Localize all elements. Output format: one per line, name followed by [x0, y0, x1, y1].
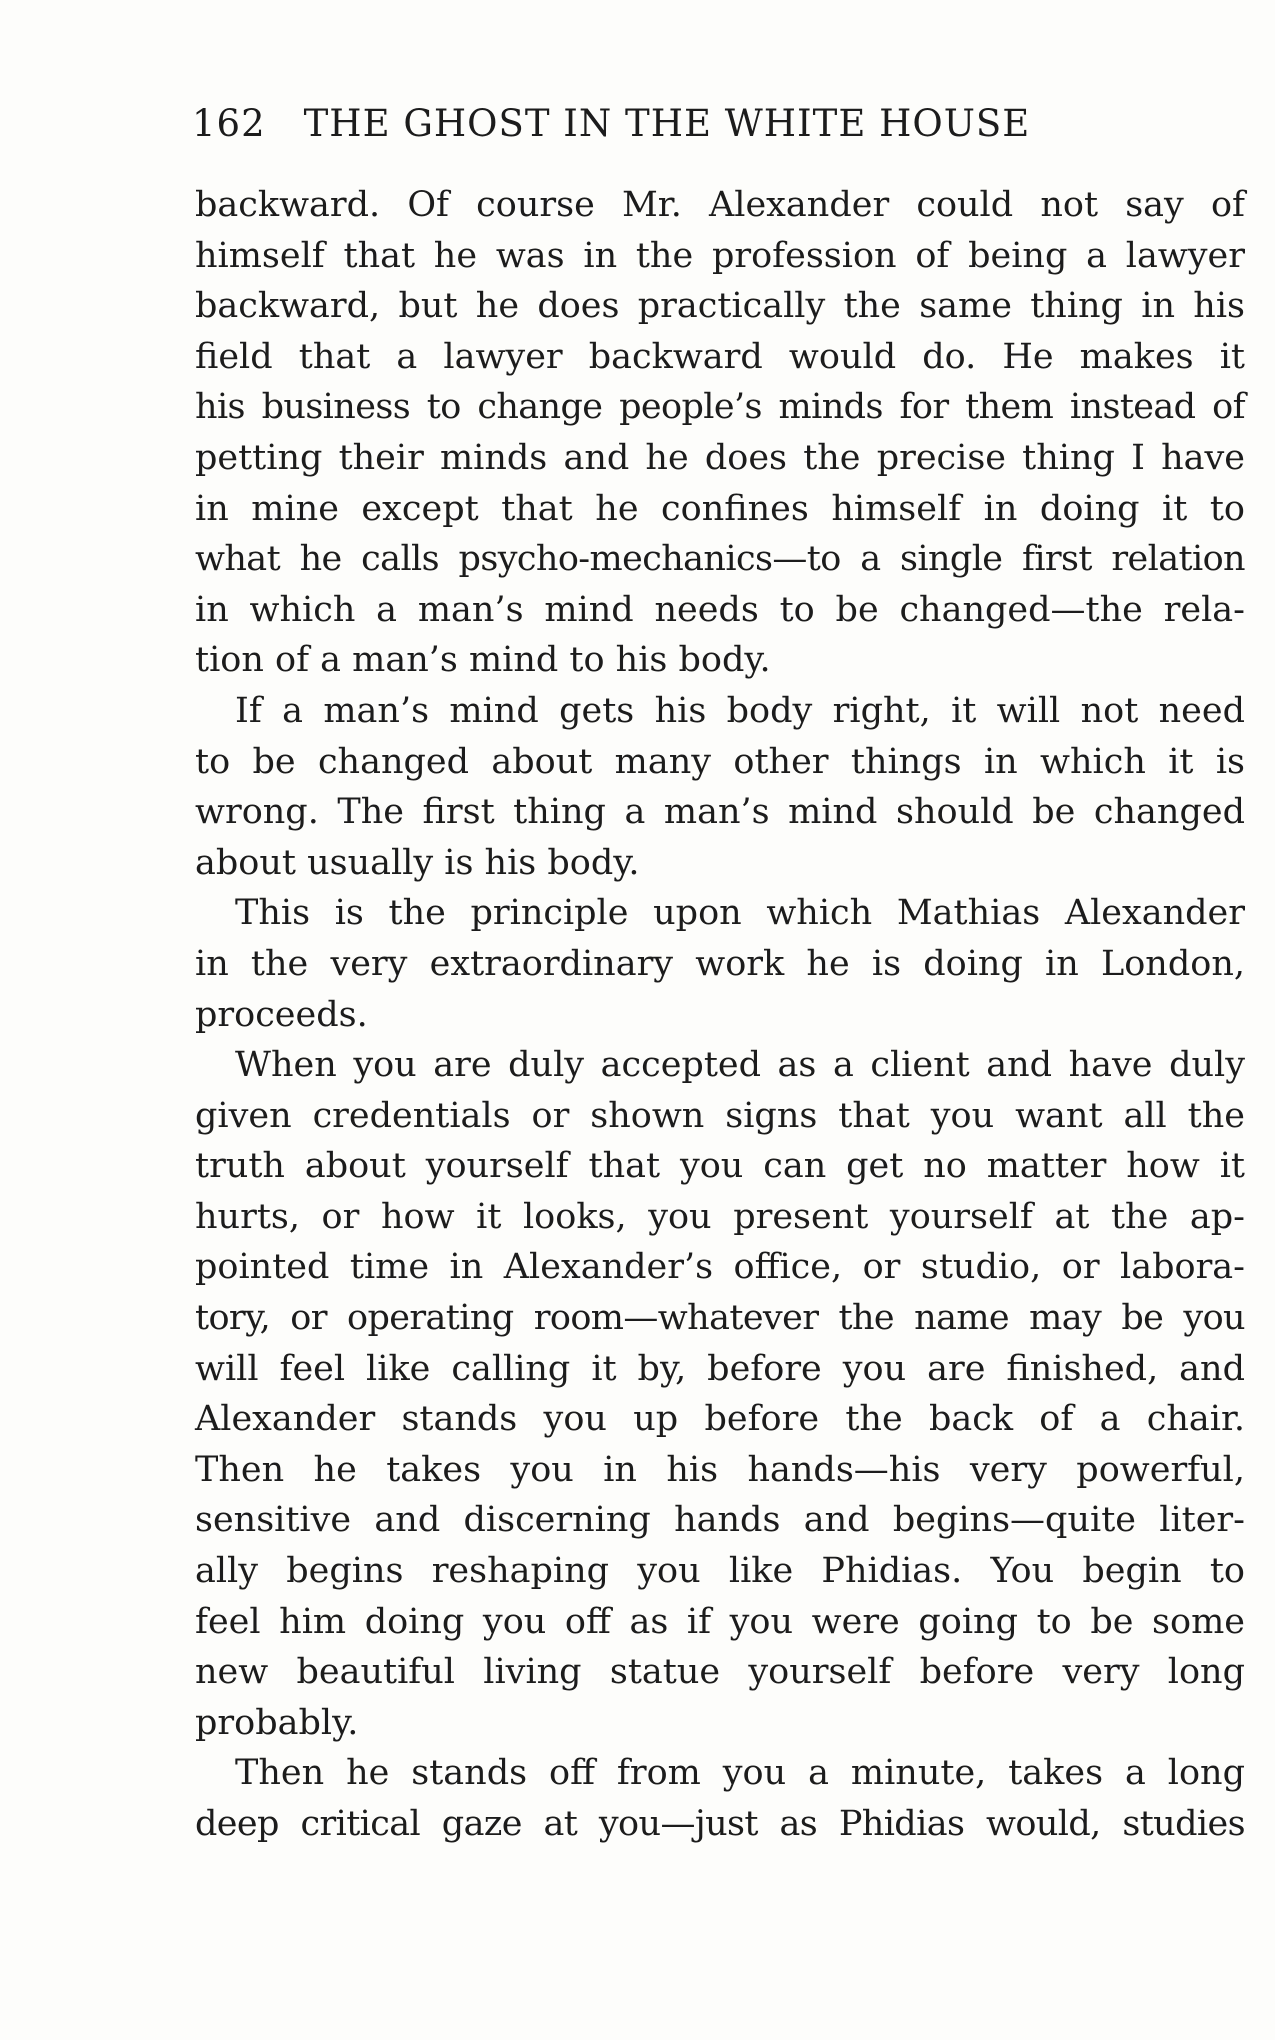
text-line: what he calls psycho-mechanics—to a single first relation: [195, 539, 1245, 580]
text-line: wrong. The first thing a man’s mind should be changed: [195, 792, 1245, 833]
page-number: 162: [192, 102, 266, 145]
body-text: [195, 180, 1245, 1850]
text-line: truth about yourself that you can get no matter how it: [195, 1146, 1245, 1187]
text-line: will feel like calling it by, before you are finished, and: [195, 1348, 1245, 1389]
text-line: tion of a man’s mind to his body.: [195, 640, 771, 681]
text-line: himself that he was in the profession of being a lawyer: [195, 235, 1245, 276]
text-line: in the very extraordinary work he is doing in London,: [195, 943, 1245, 984]
text-line: proceeds.: [195, 994, 368, 1035]
text-line: new beautiful living statue yourself before very long: [195, 1652, 1245, 1693]
running-head: [192, 98, 1242, 150]
text-line: sensitive and discerning hands and begins—quite liter-: [195, 1500, 1245, 1541]
text-line: If a man’s mind gets his body right, it will not need: [235, 690, 1245, 731]
text-line: about usually is his body.: [195, 842, 640, 883]
text-line: field that a lawyer backward would do. He makes it: [195, 336, 1245, 377]
text-line: in which a man’s mind needs to be changed—the rela-: [195, 589, 1245, 630]
text-line: deep critical gaze at you—just as Phidias would, studies: [195, 1804, 1245, 1844]
text-line: Then he takes you in his hands—his very powerful,: [195, 1449, 1245, 1490]
text-line: backward. Of course Mr. Alexander could not say of: [195, 185, 1245, 225]
text-line: his business to change people’s minds for them instead of: [195, 387, 1245, 428]
text-line: given credentials or shown signs that you want all the: [195, 1095, 1245, 1136]
text-line: ally begins reshaping you like Phidias. You begin to: [195, 1551, 1245, 1592]
text-line: petting their minds and he does the precise thing I have: [195, 437, 1245, 478]
text-line: tory, or operating room—whatever the name may be you: [195, 1298, 1245, 1339]
text-line: When you are duly accepted as a client and have duly: [235, 1045, 1245, 1086]
text-line: Then he stands off from you a minute, takes a long: [235, 1753, 1245, 1794]
text-line: Alexander stands you up before the back of a chair.: [195, 1399, 1245, 1440]
running-title: THE GHOST IN THE WHITE HOUSE: [303, 102, 1031, 145]
text-line: in mine except that he confines himself in doing it to: [195, 488, 1245, 529]
text-line: probably.: [195, 1702, 359, 1743]
text-line: hurts, or how it looks, you present yourself at the ap-: [195, 1196, 1245, 1237]
text-line: feel him doing you off as if you were going to be some: [195, 1601, 1245, 1642]
text-line: This is the principle upon which Mathias Alexander: [235, 893, 1245, 934]
text-line: pointed time in Alexander’s office, or studio, or labora-: [195, 1247, 1245, 1288]
text-line: to be changed about many other things in which it is: [195, 741, 1245, 782]
text-line: backward, but he does practically the same thing in his: [195, 286, 1245, 327]
